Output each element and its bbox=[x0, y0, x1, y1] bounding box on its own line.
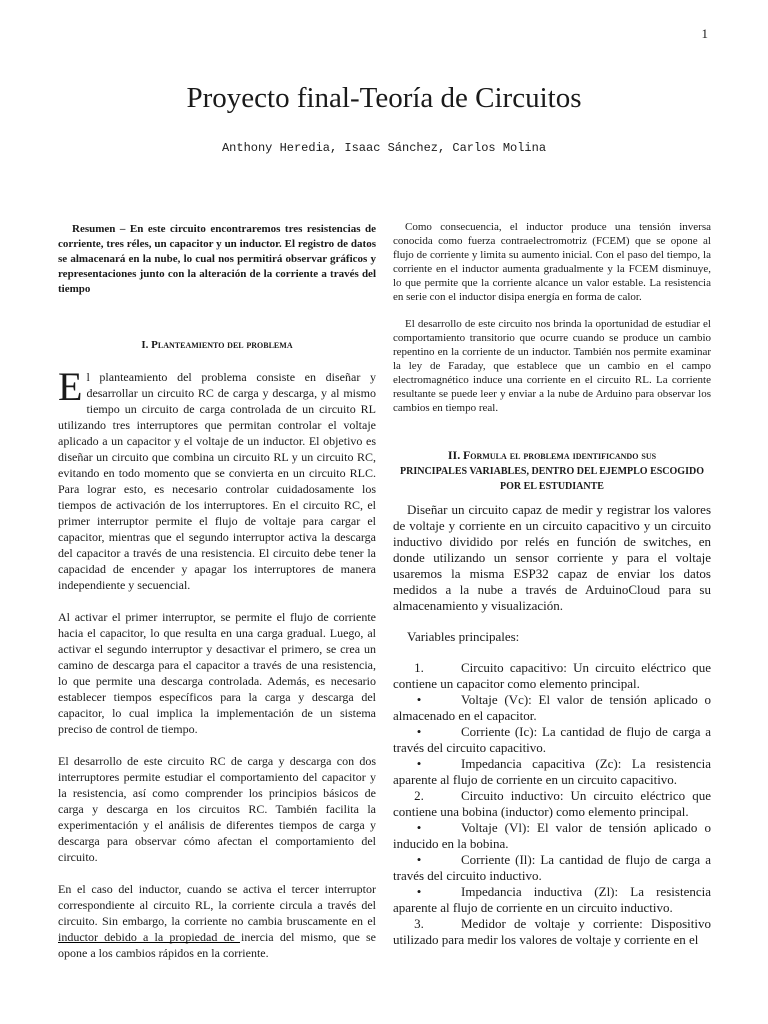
list-item-text: Corriente (Ic): La cantidad de flujo de carga a través del circuito capacitivo. bbox=[393, 724, 711, 755]
paragraph: El desarrollo de este circuito nos brinda la oportunidad de estudiar el comportamiento transitorio que ocurre cuando se produce un cambio repentino en la corriente de un inductor. También nos permite examinar la ley de Faraday, que establece que un cambio en el campo electromagnético induce una corriente en el circuito RL. La corriente resultante se puede leer y enviar a la nube de Arduino para observar los cambios en tiempo real. bbox=[393, 318, 711, 414]
section-heading-2 bbox=[393, 448, 711, 494]
section-numeral: II. bbox=[447, 448, 461, 462]
list-item bbox=[393, 788, 711, 820]
list-number: 3. bbox=[414, 916, 424, 931]
list-item bbox=[393, 756, 711, 788]
list-item bbox=[393, 884, 711, 916]
list-item-text: Voltaje (Vc): El valor de tensión aplicado o almacenado en el capacitor. bbox=[393, 692, 711, 723]
list-item bbox=[393, 820, 711, 852]
variables-label: Variables principales: bbox=[407, 629, 520, 644]
list-item-text: Corriente (Il): La cantidad de flujo de carga a través del circuito inductivo. bbox=[393, 852, 711, 883]
paragraph bbox=[58, 364, 376, 593]
author-list: Anthony Heredia, Isaac Sánchez, Carlos Molina bbox=[221, 141, 547, 155]
list-item-text: Impedancia inductiva (Zl): La resistencia aparente al flujo de corriente en un circuito inductivo. bbox=[393, 884, 711, 915]
list-item bbox=[393, 852, 711, 884]
list-item-text: Medidor de voltaje y corriente: Dispositivo utilizado para medir los valores de voltaje y corriente en el bbox=[393, 916, 711, 947]
list-item bbox=[393, 724, 711, 756]
list-item bbox=[393, 660, 711, 692]
bullet: • bbox=[416, 756, 422, 771]
drop-cap: E bbox=[58, 364, 83, 409]
section-title: Planteamiento del problema bbox=[151, 339, 293, 351]
section-title-continued: PRINCIPALES VARIABLES, DENTRO DEL EJEMPLO ESCOGIDO POR EL ESTUDIANTE bbox=[400, 466, 704, 492]
bullet: • bbox=[416, 820, 422, 835]
paragraph: Diseñar un circuito capaz de medir y registrar los valores de voltaje y corriente en un circuito capacitivo y un circuito inductivo dividido por relés en función de switches, en donde utilizando un sensor corriente y para el voltaje usaremos la misma ESP32 capaz de enviar los datos medidos a la nube a través de ArduinoCloud para su almacenamiento y visualización. bbox=[393, 502, 711, 613]
paragraph: El desarrollo de este circuito RC de carga y descarga con dos interruptores permite estudiar el comportamiento del capacitor y la resistencia, así como comprender los principios básicos de carga y descarga en los circuitos RC. También facilita la experimentación y el análisis de diferentes tiempos de carga y descarga para observar cómo afectan el comportamiento del circuito. bbox=[58, 754, 376, 864]
paragraph: En el caso del inductor, cuando se activa el tercer interruptor correspondiente al circuito RL, la corriente circula a través del circuito. Sin embargo, la corriente no cambia bruscamente en el inductor debido a la propiedad de inercia del mismo, que se opone a los cambios rápidos en la corriente. bbox=[58, 882, 376, 960]
paragraph: Como consecuencia, el inductor produce una tensión inversa conocida como fuerza contraelectromotriz (FCEM) que se opone al flujo de corriente y limita su aumento inicial. Con el paso del tiempo, la corriente en el inductor aumenta gradualmente y la FCEM disminuye, lo que permite que la corriente alcance un valor estable. La resistencia en serie con el inductor disipa energía en forma de calor. bbox=[393, 221, 711, 303]
abstract: Resumen – En este circuito encontraremos tres resistencias de corriente, tres réles, un capacitor y un inductor. El registro de datos se almacenará en la nube, lo cual nos permitirá observar gráficos y representaciones junto con la alteración de la corriente a través del tiempo bbox=[58, 223, 376, 295]
bullet: • bbox=[416, 852, 422, 867]
page-number: 1 bbox=[701, 26, 708, 41]
section-heading-1 bbox=[58, 339, 376, 351]
paper-title: Proyecto final-Teoría de Circuitos bbox=[186, 82, 582, 114]
list-item bbox=[393, 692, 711, 724]
section-title: Formula el problema identificando sus bbox=[462, 448, 657, 462]
right-column bbox=[393, 220, 711, 948]
paragraph: Al activar el primer interruptor, se permite el flujo de corriente hacia el capacitor, lo que resulta en una carga gradual. Luego, al activar el segundo interruptor y desactivar el primero, se crea un camino de descarga para el capacitor a través de una resistencia, lo que permite una descarga controlada. Además, es necesario establecer tiempos específicos para la carga y descarga del capacitor, lo cual implica la implementación de un sistema preciso de control de tiempo. bbox=[58, 610, 376, 736]
bullet: • bbox=[416, 884, 422, 899]
footnote-rule bbox=[58, 942, 240, 943]
variables-list bbox=[393, 660, 711, 948]
list-item bbox=[393, 916, 711, 948]
section-numeral: I. bbox=[141, 339, 149, 351]
left-column bbox=[58, 220, 376, 961]
list-item-text: Impedancia capacitiva (Zc): La resistencia aparente al flujo de corriente en un circuito capacitivo. bbox=[393, 756, 711, 787]
list-item-text: Circuito inductivo: Un circuito eléctrico que contiene una bobina (inductor) como elemento principal. bbox=[393, 788, 711, 819]
list-item-text: Voltaje (Vl): El valor de tensión aplicado o inducido en la bobina. bbox=[393, 820, 711, 851]
list-number: 2. bbox=[414, 788, 424, 803]
list-item-text: Circuito capacitivo: Un circuito eléctrico que contiene un capacitor como elemento principal. bbox=[393, 660, 711, 691]
paragraph-text: l planteamiento del problema consiste en diseñar y desarrollar un circuito RC de carga y descarga, y al mismo tiempo un circuito de carga controlada de un circuito RL utilizando tres interruptores que permitan controlar el voltaje aplicado a un capacitor y el voltaje de un inductor. El objetivo es diseñar un circuito que combina un circuito RL y un circuito RC, evitando en todo momento que se convierta en un circuito RLC. Para lograr esto, es necesario controlar cuidadosamente los tiempos de activación de los interruptores. En el circuito RC, el primer interruptor permite el flujo de voltaje para cargar el capacitor, mientras que el segundo interruptor activa la descarga del capacitor a través de una resistencia. El circuito debe tener la capacidad de encender y apagar los interruptores de manera independiente y secuencial. bbox=[58, 370, 376, 592]
bullet: • bbox=[416, 724, 422, 739]
bullet: • bbox=[416, 692, 422, 707]
list-number: 1. bbox=[414, 660, 424, 675]
